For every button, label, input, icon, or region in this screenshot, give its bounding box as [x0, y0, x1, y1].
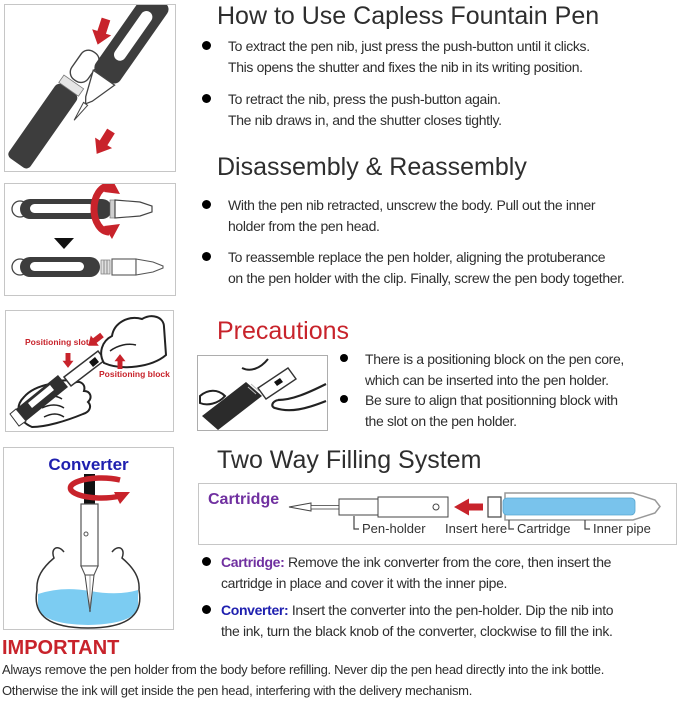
slot-arrow-icon [63, 353, 74, 368]
disassembly-bullet-2: To reassemble replace the pen holder, aligning the protuberance on the pen holder with the clip. Finally, screw the pen body together. [202, 247, 624, 289]
precautions-bullet-2: Be sure to align that positionning block with the slot on the pen holder. [340, 390, 618, 431]
positioning-illustration [5, 310, 174, 432]
how-to-bullet-1: To extract the pen nib, just press the push-button until it clicks. This opens the shutter and fixes the nib in its writing position. [202, 36, 590, 78]
converter-illustration [3, 447, 174, 630]
bullet-dot [202, 557, 211, 566]
pen-press-drawing [5, 5, 175, 171]
precaution-inset-illustration [197, 355, 328, 431]
pen-core-dark [202, 382, 262, 430]
rotate-arrow-icon [70, 478, 130, 504]
insert-here-label: Insert here [445, 521, 508, 536]
bullet-dot [202, 252, 211, 261]
important-line-1: Always remove the pen holder from the body before refilling. Never dip the pen head directly into the ink bottle. [2, 662, 605, 677]
how-to-bullet-2: To retract the nib, press the push-button again. The nib draws in, and the shutter closes tightly. [202, 89, 502, 131]
pen-body-with-button [6, 45, 105, 170]
precautions-bullet-1: There is a positioning block on the pen core, which can be inserted into the pen holder. [340, 349, 624, 390]
ink-bottle-drawing [4, 472, 173, 630]
pen-holder-shape [339, 499, 378, 515]
positioning-slot-label: Positioning slot [25, 337, 89, 347]
pen-holder-label: Pen-holder [362, 521, 426, 536]
converter-body [81, 504, 98, 566]
how-to-title: How to Use Capless Fountain Pen [217, 2, 600, 30]
down-triangle-icon [54, 238, 74, 249]
upper-hand [101, 316, 166, 367]
cartridge-bullet: Cartridge: Remove the ink converter from the core, then insert the cartridge in place and cover it with the inner pipe. [202, 552, 611, 594]
bullet-dot [202, 94, 211, 103]
bullet-dot [202, 605, 211, 614]
nib-tip [289, 503, 311, 511]
assembled-pen [12, 199, 152, 219]
converter-bullet: Converter: Insert the converter into the pen-holder. Dip the nib into the ink, turn the black knob of the converter, clockwise to fill the ink. [202, 600, 613, 642]
nib-arrow-icon [88, 126, 119, 159]
unscrew-illustration [4, 183, 176, 296]
disassembly-bullet-1: With the pen nib retracted, unscrew the body. Pull out the inner holder from the pen head. [202, 195, 595, 237]
positioning-block-label: Positioning block [99, 369, 170, 379]
important-line-2: Otherwise the ink will get inside the pen head, interfering with the delivery mechanism. [2, 683, 473, 698]
bullet-dot [340, 395, 348, 403]
hold-core-drawing [198, 356, 327, 430]
insert-arrow-icon [454, 499, 483, 516]
two-way-title: Two Way Filling System [217, 446, 482, 474]
important-title: IMPORTANT [2, 637, 120, 659]
filling-diagram [198, 483, 677, 545]
bullet-dot [202, 200, 211, 209]
inner-pipe-label: Inner pipe [593, 521, 651, 536]
precautions-title: Precautions [217, 317, 350, 345]
cartridge-method-label: Cartridge [208, 491, 280, 508]
cartridge-part-label: Cartridge [517, 521, 571, 536]
separated-pen [12, 257, 163, 277]
bullet-dot [202, 41, 211, 50]
pen-unscrew-drawing [5, 184, 175, 295]
disassembly-title: Disassembly & Reassembly [217, 153, 527, 181]
converter-label: Converter [48, 455, 129, 474]
cartridge-shape [503, 498, 635, 515]
bullet-dot [340, 354, 348, 362]
cartridge-knob [488, 497, 501, 517]
push-button-illustration [4, 4, 176, 172]
